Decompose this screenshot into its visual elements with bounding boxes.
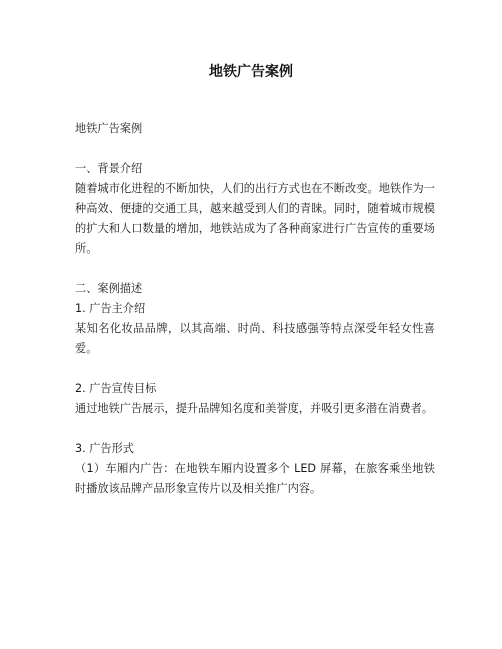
spacer: [75, 359, 435, 379]
item-heading-advertiser: 1. 广告主介绍: [75, 302, 146, 315]
section-heading-case: 二、案例描述: [75, 282, 143, 295]
document-body: [75, 119, 435, 499]
item-body-goal: 通过地铁广告展示，提升品牌知名度和美誉度，并吸引更多潜在消费者。: [75, 402, 434, 415]
spacer: [75, 139, 435, 159]
item-body-advertiser: 某知名化妆品品牌，以其高端、时尚、科技感强等特点深受年轻女性喜爱。: [75, 322, 435, 355]
item-heading-format: 3. 广告形式: [75, 442, 134, 455]
item-heading-goal: 2. 广告宣传目标: [75, 382, 157, 395]
section-heading-background: 一、背景介绍: [75, 162, 143, 175]
item-body-format: （1）车厢内广告：在地铁车厢内设置多个 LED 屏幕，在旅客乘坐地铁时播放该品牌产品形象宣传片以及相关推广内容。: [75, 462, 435, 495]
spacer: [75, 419, 435, 439]
spacer: [75, 259, 435, 279]
document-subtitle: 地铁广告案例: [75, 122, 143, 135]
document-title: 地铁广告案例: [209, 64, 293, 80]
section-body-background: 随着城市化进程的不断加快，人们的出行方式也在不断改变。地铁作为一种高效、便捷的交通工具，越来越受到人们的青睐。同时，随着城市规模的扩大和人口数量的增加，地铁站成为了各种商家进行广告宣传的重要场所。: [75, 182, 435, 255]
